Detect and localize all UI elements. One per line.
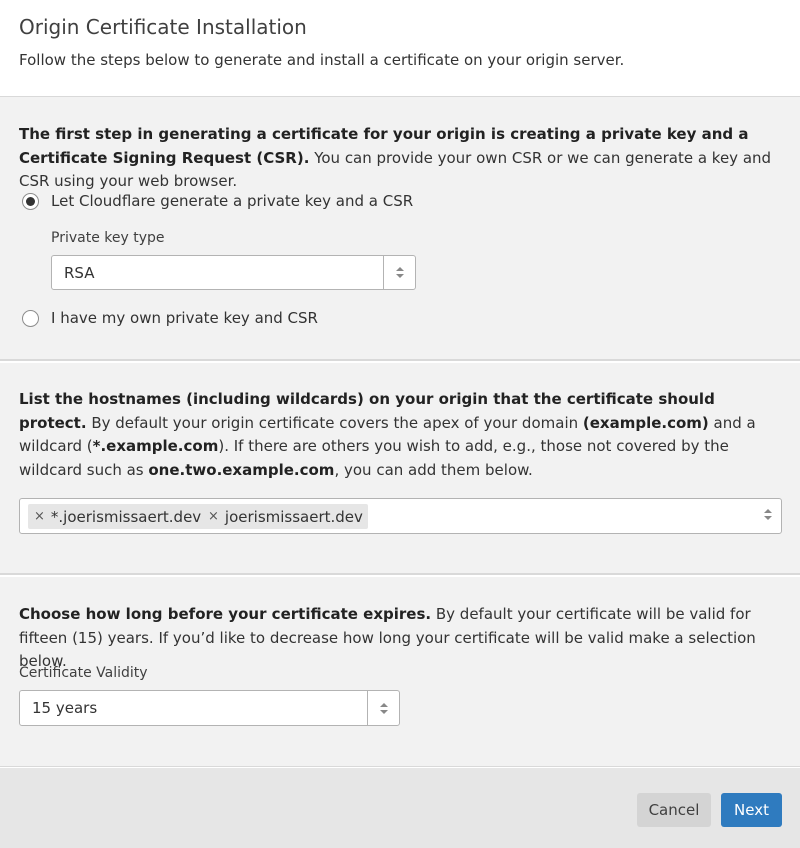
private-key-type-select[interactable] xyxy=(51,255,416,290)
hostnames-input[interactable] xyxy=(19,498,782,534)
wildcard-example: *.example.com xyxy=(92,437,219,455)
step2-text-3: ). If there are others you wish to add, e.g., those not covered by the wildcard such as xyxy=(19,437,729,479)
page-title: Origin Certificate Installation xyxy=(19,15,307,39)
remove-tag-icon[interactable]: × xyxy=(208,509,219,524)
nested-example: one.two.example.com xyxy=(148,460,335,479)
step3-description-bold: Choose how long before your certificate expires. xyxy=(19,605,432,623)
step1-description-rest: You can provide your own CSR or we can generate a key and CSR using your web browser. xyxy=(19,148,772,190)
radio-own-key-label: I have my own private key and CSR xyxy=(51,309,318,327)
certificate-validity-select[interactable] xyxy=(19,690,400,726)
hostname-tag xyxy=(28,504,206,529)
dialog-header xyxy=(0,0,800,97)
step2-description-bold: List the hostnames (including wildcards) on your origin that the certificate should protect. xyxy=(19,390,715,432)
radio-generate-key-label: Let Cloudflare generate a private key and a CSR xyxy=(51,192,414,210)
radio-generate-key-indicator[interactable] xyxy=(22,193,39,210)
select-arrows-icon xyxy=(383,256,415,289)
hostname-tag xyxy=(202,504,368,529)
step2-text-4: , you can add them below. xyxy=(334,460,533,479)
step-hostnames-section xyxy=(0,363,800,575)
step2-text-2: and a wildcard ( xyxy=(19,413,756,455)
hostname-tag-label: *.joerismissaert.dev xyxy=(50,507,202,526)
step1-description xyxy=(19,123,781,194)
next-button[interactable]: Next xyxy=(721,793,782,827)
step3-description xyxy=(19,603,781,674)
select-arrows-icon xyxy=(764,509,772,520)
step3-description-rest: By default your certificate will be valid for fifteen (15) years. If you’d like to decrease how long your certificate will be valid make a selection below. xyxy=(19,605,756,670)
private-key-type-label: Private key type xyxy=(51,230,165,246)
step2-text-1: By default your origin certificate covers the apex of your domain xyxy=(86,413,583,432)
apex-example: (example.com) xyxy=(582,413,709,432)
step2-description xyxy=(19,388,781,482)
private-key-type-value: RSA xyxy=(64,263,95,282)
hostname-tag-label: joerismissaert.dev xyxy=(224,507,363,526)
certificate-validity-value: 15 years xyxy=(32,699,98,717)
radio-own-key-indicator[interactable] xyxy=(22,310,39,327)
page-subtitle: Follow the steps below to generate and install a certificate on your origin server. xyxy=(19,51,625,69)
certificate-validity-label: Certificate Validity xyxy=(19,665,148,681)
step-validity-section xyxy=(0,577,800,767)
radio-generate-key[interactable] xyxy=(22,192,413,210)
select-arrows-icon xyxy=(367,691,399,725)
step1-description-bold: The first step in generating a certificate for your origin is creating a private key and a Certificate Signing Request (CSR). xyxy=(19,125,749,167)
cancel-button[interactable]: Cancel xyxy=(637,793,711,827)
step-private-key-section xyxy=(0,97,800,361)
remove-tag-icon[interactable]: × xyxy=(34,509,45,524)
dialog-footer xyxy=(0,768,800,848)
radio-own-key[interactable] xyxy=(22,309,318,327)
